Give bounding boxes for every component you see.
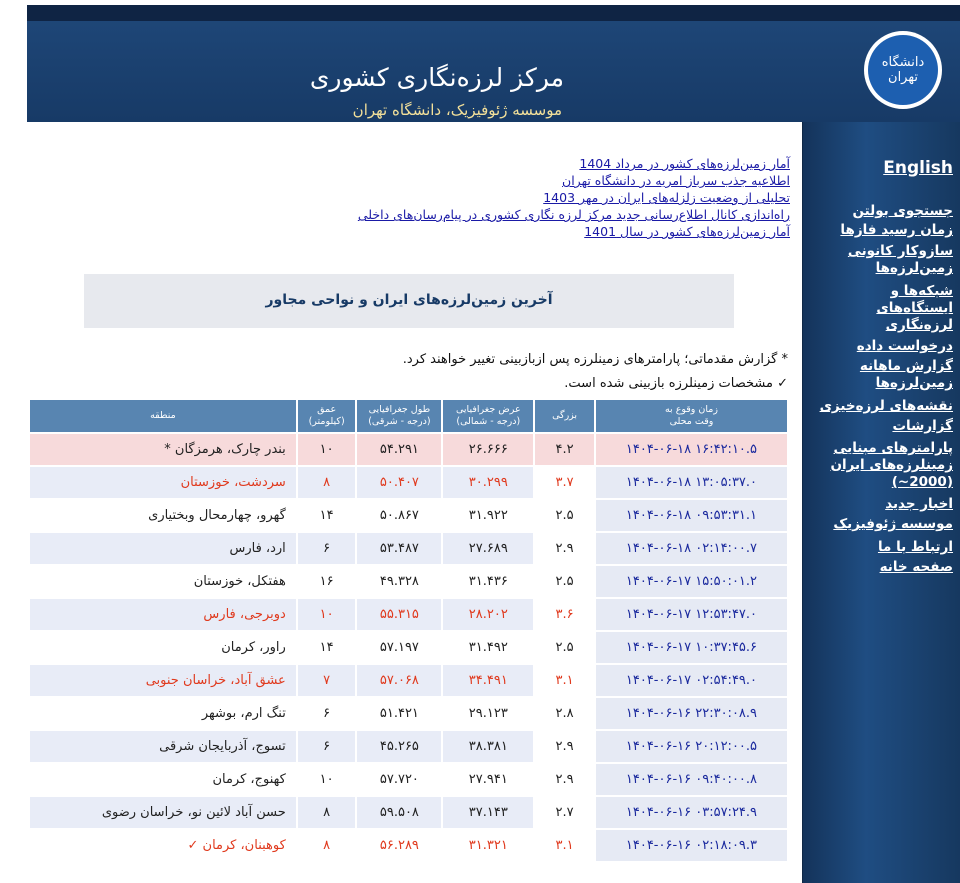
region-cell: راور، کرمان — [29, 631, 297, 664]
region-cell: بندر چارک، هرمزگان * — [29, 433, 297, 466]
table-row[interactable] — [29, 466, 788, 499]
magnitude-cell: ۳.۶ — [534, 598, 595, 631]
sidebar-item-phase-times[interactable]: زمان رسید فازها — [840, 222, 953, 238]
time-cell[interactable]: ۱۴۰۴-۰۶-۱۷ ۱۰:۳۷:۴۵.۶ — [595, 631, 788, 664]
time-cell[interactable]: ۱۴۰۴-۰۶-۱۷ ۰۲:۵۴:۴۹.۰ — [595, 664, 788, 697]
time-cell[interactable]: ۱۴۰۴-۰۶-۱۸ ۰۹:۵۳:۳۱.۱ — [595, 499, 788, 532]
latitude-cell: ۲۷.۶۸۹ — [442, 532, 534, 565]
magnitude-cell: ۲.۵ — [534, 499, 595, 532]
sidebar-nav — [802, 122, 960, 883]
table-row[interactable] — [29, 499, 788, 532]
sidebar-item-data-request[interactable]: درخواست داده — [856, 338, 953, 354]
col-magnitude: بزرگی — [534, 399, 595, 433]
latitude-cell: ۲۸.۲۰۲ — [442, 598, 534, 631]
region-cell: تسوج، آذربایجان شرقی — [29, 730, 297, 763]
col-region: منطقه — [29, 399, 297, 433]
table-row[interactable] — [29, 433, 788, 466]
table-row[interactable] — [29, 631, 788, 664]
news-link-0[interactable]: آمار زمین‌لرزه‌های کشور در مرداد 1404 — [579, 156, 790, 171]
region-cell: تنگ ارم، بوشهر — [29, 697, 297, 730]
depth-cell: ۱۴ — [297, 631, 357, 664]
longitude-cell: ۵۴.۲۹۱ — [356, 433, 442, 466]
depth-cell: ۶ — [297, 730, 357, 763]
news-link-1[interactable]: اطلاعیه جذب سرباز امریه در دانشگاه تهران — [562, 173, 790, 188]
banner-title: آخرین زمین‌لرزه‌های ایران و نواحی مجاور — [265, 292, 553, 308]
news-link-2[interactable]: تحلیلی از وضعیت زلزله‌های ایران در مهر 1403 — [543, 190, 790, 205]
magnitude-cell: ۲.۹ — [534, 730, 595, 763]
depth-cell: ۱۰ — [297, 433, 357, 466]
magnitude-cell: ۳.۷ — [534, 466, 595, 499]
time-cell[interactable]: ۱۴۰۴-۰۶-۱۶ ۰۲:۱۸:۰۹.۳ — [595, 829, 788, 862]
region-cell: کوهبنان، کرمان ✓ — [29, 829, 297, 862]
time-cell[interactable]: ۱۴۰۴-۰۶-۱۸ ۱۶:۴۲:۱۰.۵ — [595, 433, 788, 466]
latitude-cell: ۲۹.۱۲۳ — [442, 697, 534, 730]
region-cell: عشق آباد، خراسان جنوبی — [29, 664, 297, 697]
magnitude-cell: ۳.۱ — [534, 664, 595, 697]
time-cell[interactable]: ۱۴۰۴-۰۶-۱۶ ۲۰:۱۲:۰۰.۵ — [595, 730, 788, 763]
sidebar-item-reports[interactable]: گزارشات — [892, 418, 953, 434]
magnitude-cell: ۲.۷ — [534, 796, 595, 829]
longitude-cell: ۴۵.۲۶۵ — [356, 730, 442, 763]
earthquake-table — [28, 398, 789, 863]
time-cell[interactable]: ۱۴۰۴-۰۶-۱۸ ۱۳:۰۵:۳۷.۰ — [595, 466, 788, 499]
latest-quakes-banner — [84, 274, 734, 328]
table-row[interactable] — [29, 598, 788, 631]
sidebar-item-seismicity-maps[interactable]: نقشه‌های لرزه‌خیزی — [819, 398, 953, 414]
region-cell: دوبرجی، فارس — [29, 598, 297, 631]
region-cell: ارد، فارس — [29, 532, 297, 565]
news-link-3[interactable]: راه‌اندازی کانال اطلاع‌رسانی جدید مرکز لرزه نگاری کشوری در پیام‌رسان‌های داخلی — [357, 207, 790, 222]
table-row[interactable] — [29, 565, 788, 598]
preliminary-note: * گزارش مقدماتی؛ پارامترهای زمینلرزه پس ازبازبینی تغییر خواهند کرد. — [402, 352, 788, 367]
region-cell: گهرو، چهارمحال وبختیاری — [29, 499, 297, 532]
latitude-cell: ۳۰.۲۹۹ — [442, 466, 534, 499]
col-latitude: عرض جغرافیایی (درجه - شمالی) — [442, 399, 534, 433]
time-cell[interactable]: ۱۴۰۴-۰۶-۱۶ ۰۳:۵۷:۲۴.۹ — [595, 796, 788, 829]
depth-cell: ۱۰ — [297, 598, 357, 631]
sidebar-item-networks[interactable]: شبکه‌ها و ایستگاه‌های لرزه‌نگاری — [876, 283, 953, 333]
reviewed-note: ✓ مشخصات زمینلرزه بازبینی شده است. — [564, 376, 788, 391]
latitude-cell: ۲۶.۶۶۶ — [442, 433, 534, 466]
depth-cell: ۶ — [297, 532, 357, 565]
longitude-cell: ۵۶.۲۸۹ — [356, 829, 442, 862]
latitude-cell: ۲۷.۹۴۱ — [442, 763, 534, 796]
depth-cell: ۱۴ — [297, 499, 357, 532]
site-title: مرکز لرزه‌نگاری کشوری — [309, 63, 564, 92]
sidebar-item-news[interactable]: اخبار جدید — [885, 496, 953, 512]
longitude-cell: ۵۳.۴۸۷ — [356, 532, 442, 565]
longitude-cell: ۵۰.۴۰۷ — [356, 466, 442, 499]
longitude-cell: ۵۷.۰۶۸ — [356, 664, 442, 697]
depth-cell: ۸ — [297, 796, 357, 829]
sidebar-item-english[interactable]: English — [883, 158, 953, 178]
table-row[interactable] — [29, 763, 788, 796]
latitude-cell: ۳۱.۴۹۲ — [442, 631, 534, 664]
sidebar-item-bulletin-search[interactable]: جستجوی بولتن — [852, 203, 953, 219]
time-cell[interactable]: ۱۴۰۴-۰۶-۱۶ ۰۹:۴۰:۰۰.۸ — [595, 763, 788, 796]
col-depth: عمق (کیلومتر) — [297, 399, 357, 433]
magnitude-cell: ۲.۹ — [534, 532, 595, 565]
longitude-cell: ۵۷.۷۲۰ — [356, 763, 442, 796]
latitude-cell: ۳۴.۴۹۱ — [442, 664, 534, 697]
table-row[interactable] — [29, 697, 788, 730]
magnitude-cell: ۲.۵ — [534, 631, 595, 664]
sidebar-item-monthly-report[interactable]: گزارش ماهانه زمین‌لرزه‌ها — [859, 358, 953, 391]
time-cell[interactable]: ۱۴۰۴-۰۶-۱۶ ۲۲:۳۰:۰۸.۹ — [595, 697, 788, 730]
depth-cell: ۱۰ — [297, 763, 357, 796]
sidebar-item-contact[interactable]: ارتباط با ما — [877, 539, 953, 555]
sidebar-item-focal-mechanism[interactable]: سازوکار کانونی زمین‌لرزه‌ها — [847, 243, 953, 276]
table-row[interactable] — [29, 532, 788, 565]
latitude-cell: ۳۱.۹۲۲ — [442, 499, 534, 532]
table-row[interactable] — [29, 664, 788, 697]
longitude-cell: ۵۱.۴۲۱ — [356, 697, 442, 730]
longitude-cell: ۵۷.۱۹۷ — [356, 631, 442, 664]
depth-cell: ۶ — [297, 697, 357, 730]
magnitude-cell: ۲.۹ — [534, 763, 595, 796]
longitude-cell: ۵۹.۵۰۸ — [356, 796, 442, 829]
news-link-4[interactable]: آمار زمین‌لرزه‌های کشور در سال 1401 — [584, 224, 790, 239]
latitude-cell: ۳۱.۳۲۱ — [442, 829, 534, 862]
latitude-cell: ۳۱.۴۳۶ — [442, 565, 534, 598]
depth-cell: ۸ — [297, 466, 357, 499]
longitude-cell: ۵۵.۳۱۵ — [356, 598, 442, 631]
depth-cell: ۷ — [297, 664, 357, 697]
col-time: زمان وقوع به وقت محلی — [595, 399, 788, 433]
longitude-cell: ۴۹.۳۲۸ — [356, 565, 442, 598]
magnitude-cell: ۲.۵ — [534, 565, 595, 598]
table-header-row — [29, 399, 788, 433]
col-longitude: طول جغرافیایی (درجه - شرقی) — [356, 399, 442, 433]
site-header — [27, 5, 960, 122]
table-row[interactable] — [29, 730, 788, 763]
magnitude-cell: ۳.۱ — [534, 829, 595, 862]
region-cell: کهنوج، کرمان — [29, 763, 297, 796]
time-cell[interactable]: ۱۴۰۴-۰۶-۱۷ ۱۵:۵۰:۰۱.۲ — [595, 565, 788, 598]
latitude-cell: ۳۷.۱۴۳ — [442, 796, 534, 829]
latitude-cell: ۳۸.۳۸۱ — [442, 730, 534, 763]
region-cell: حسن آباد لائین نو، خراسان رضوی — [29, 796, 297, 829]
table-row[interactable] — [29, 796, 788, 829]
region-cell: هفتکل، خوزستان — [29, 565, 297, 598]
sidebar-item-institute[interactable]: موسسه ژئوفیزیک — [833, 516, 953, 532]
magnitude-cell: ۴.۲ — [534, 433, 595, 466]
site-subtitle: موسسه ژئوفیزیک، دانشگاه تهران — [352, 101, 562, 119]
table-row[interactable] — [29, 829, 788, 862]
sidebar-item-base-parameters[interactable]: پارامترهای مبنایی زمینلرزه‌های ایران (2000~) — [830, 440, 953, 490]
time-cell[interactable]: ۱۴۰۴-۰۶-۱۸ ۰۲:۱۴:۰۰.۷ — [595, 532, 788, 565]
university-logo[interactable] — [864, 31, 942, 109]
sidebar-item-home[interactable]: صفحه خانه — [879, 559, 953, 575]
magnitude-cell: ۲.۸ — [534, 697, 595, 730]
time-cell[interactable]: ۱۴۰۴-۰۶-۱۷ ۱۲:۵۳:۴۷.۰ — [595, 598, 788, 631]
longitude-cell: ۵۰.۸۶۷ — [356, 499, 442, 532]
region-cell: سردشت، خوزستان — [29, 466, 297, 499]
logo-emblem: دانشگاه تهران — [868, 35, 938, 105]
depth-cell: ۱۶ — [297, 565, 357, 598]
depth-cell: ۸ — [297, 829, 357, 862]
